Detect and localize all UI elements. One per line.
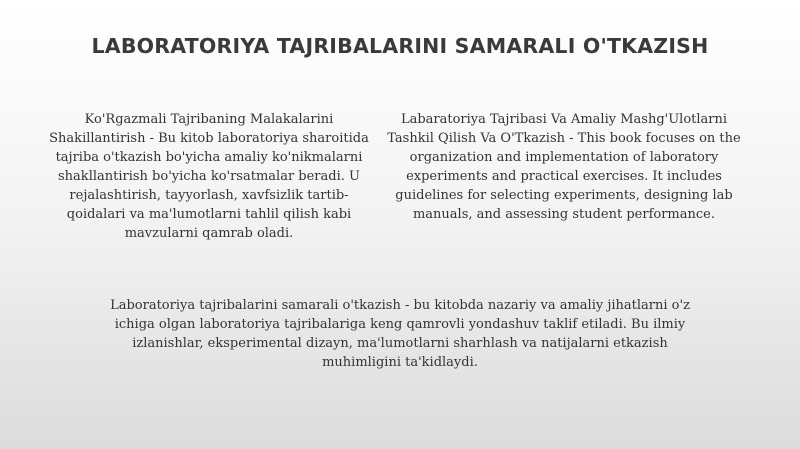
right-column-text: Labaratoriya Tajribasi Va Amaliy Mashg'Ulotlarni Tashkil Qilish Va O'Tkazish - This book focuses on the organization and implementation of laboratory experiments and practical exercises. It includes guidelines for selecting experiments, designing lab manuals, and assessing student performance.	[387, 112, 741, 222]
left-column-text: Ko'Rgazmali Tajribaning Malakalarini Shakillantirish - Bu kitob laboratoriya sharoitida tajriba o'tkazish bo'yicha amaliy ko'nikmalarni shakllantirish bo'yicha ko'rsatmalar beradi. U rejalashtirish, tayyorlash, xavfsizlik tartib-qoidalari va ma'lumotlarni tahlil qilish kabi mavzularni qamrab oladi.	[49, 112, 369, 241]
slide-title: LABORATORIYA TAJRIBALARINI SAMARALI O'TKAZISH	[91, 34, 709, 58]
bottom-text: Laboratoriya tajribalarini samarali o'tkazish - bu kitobda nazariy va amaliy jihatlarni o'z ichiga olgan laboratoriya tajribalariga keng qamrovli yondashuv taklif etiladi. Bu ilmiy izlanishlar, eksperimental dizayn, ma'lumotlarni sharhlash va natijalarni etkazish muhimligini ta'kidlaydi.	[110, 298, 690, 370]
